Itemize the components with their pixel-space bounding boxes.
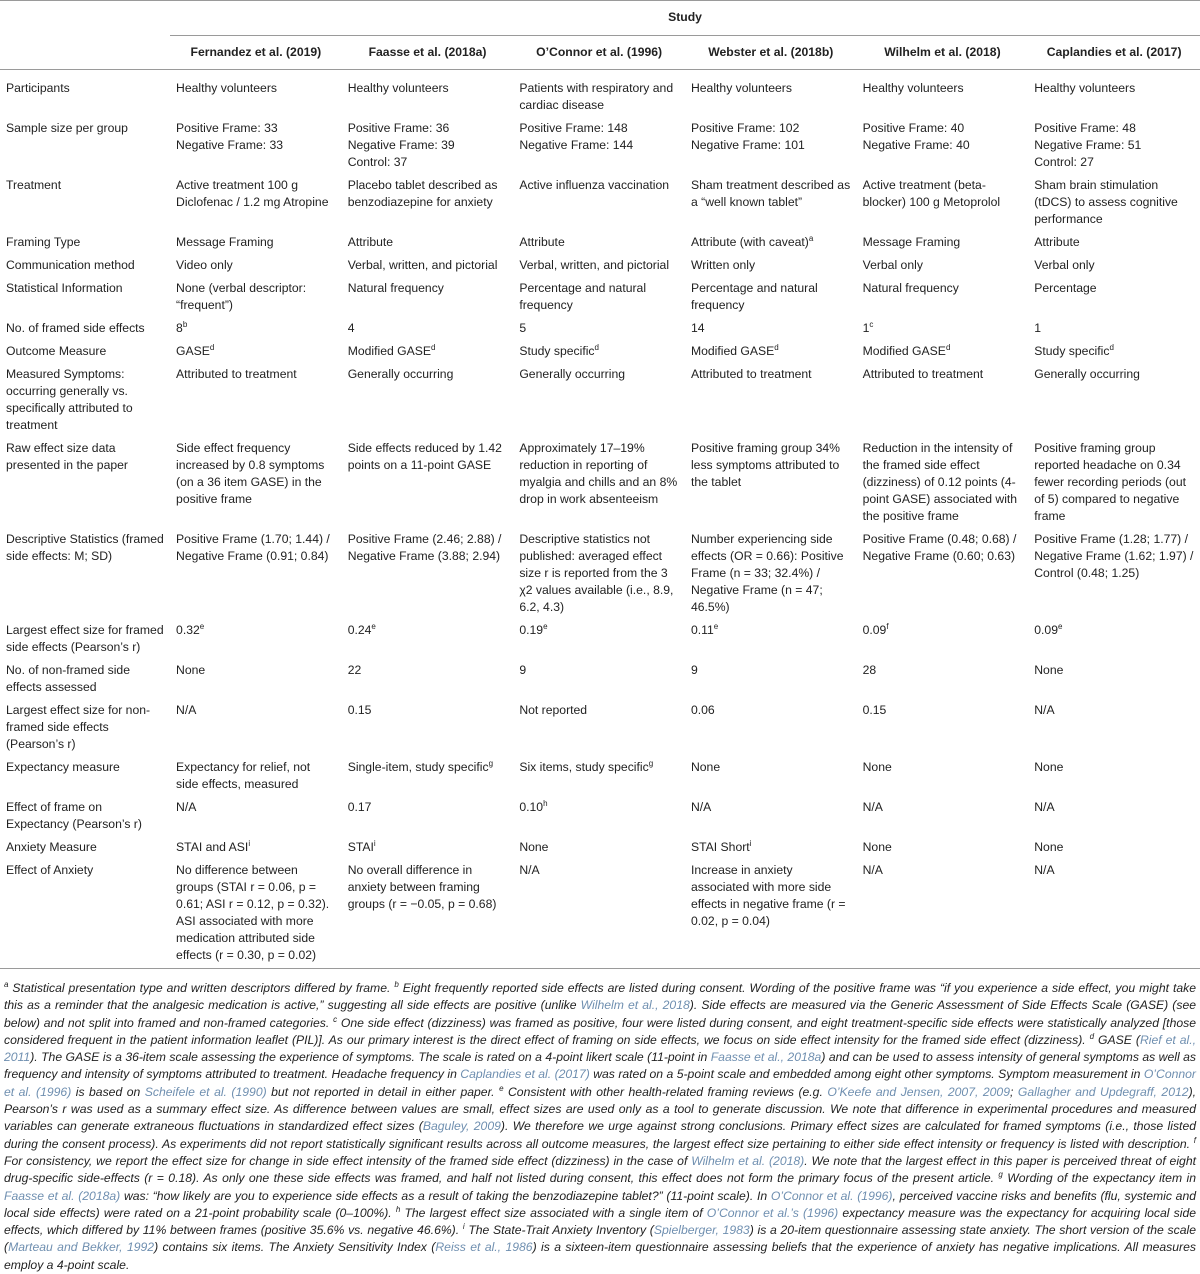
footnote-marker: c bbox=[333, 1014, 338, 1024]
citation-link[interactable]: Scheifele et al. (1990) bbox=[144, 1084, 267, 1099]
table-cell: Positive Frame: 102 Negative Frame: 101 bbox=[690, 121, 805, 152]
table-row bbox=[0, 699, 1200, 756]
table-cell: Healthy volunteers bbox=[1034, 81, 1136, 95]
table-body bbox=[0, 70, 1200, 969]
footnote-marker: h bbox=[543, 799, 548, 808]
row-label: Treatment bbox=[6, 178, 62, 192]
table-cell: None bbox=[690, 760, 721, 774]
table-cell: Attribute bbox=[519, 235, 565, 249]
footnote-marker: e bbox=[543, 622, 548, 631]
table-cell: 0.17 bbox=[347, 800, 372, 814]
table-cell: No difference between groups (STAI r = 0.06, p = 0.61; ASI r = 0.12, p = 0.32). ASI associated with more medication attributed side effects (r = 0.30, p = 0.02) bbox=[176, 863, 330, 962]
table-cell: Study specific$^d$ bbox=[519, 343, 599, 358]
table-cell: Positive Frame: 48 Negative Frame: 51 Control: 27 bbox=[1034, 121, 1142, 169]
table-cell: 8$^b$ bbox=[176, 320, 188, 335]
table-cell: Generally occurring bbox=[347, 367, 454, 381]
citation-link[interactable]: Baguley, 2009 bbox=[422, 1119, 501, 1134]
table-cell: 14 bbox=[690, 321, 705, 335]
table-cell: Positive Frame (1.28; 1.77) / Negative Frame (1.62; 1.97) / Control (0.48; 1.25) bbox=[1034, 532, 1194, 580]
table-cell: Healthy volunteers bbox=[690, 81, 792, 95]
table-cell: STAI Short$^i$ bbox=[690, 839, 752, 854]
row-label: Largest effect size for framed side effects (Pearson’s r) bbox=[6, 623, 164, 654]
table-cell: 0.15 bbox=[862, 703, 887, 717]
footnote-marker: i bbox=[749, 839, 752, 848]
table-row bbox=[0, 756, 1200, 796]
table-cell: Positive Frame: 36 Negative Frame: 39 Control: 37 bbox=[347, 121, 455, 169]
table-cell: STAI and ASI$^i$ bbox=[176, 839, 251, 854]
footnote-marker: i bbox=[373, 839, 376, 848]
citation-link[interactable]: O’Keefe and Jensen, 2007, 2009 bbox=[827, 1084, 1010, 1099]
table-cell: Not reported bbox=[519, 703, 588, 717]
table-cell: 1 bbox=[1034, 321, 1042, 335]
table-row bbox=[0, 363, 1200, 437]
footnote-marker: d bbox=[431, 343, 436, 352]
table-cell: None bbox=[519, 840, 549, 854]
column-header: Caplandies et al. (2017) bbox=[1046, 45, 1182, 59]
table-cell: Verbal only bbox=[1034, 258, 1095, 272]
table-cell: Descriptive statistics not published: averaged effect size r is reported from the 3 χ2 values available (i.e., 8.9, 6.2, 4.3) bbox=[519, 532, 674, 614]
table-cell: 0.15 bbox=[347, 703, 372, 717]
study-header-row bbox=[0, 1, 1200, 36]
footnote-marker: d bbox=[945, 343, 951, 352]
table-cell: Modified GASE$^d$ bbox=[862, 343, 951, 358]
table-row bbox=[0, 254, 1200, 277]
table-cell: Healthy volunteers bbox=[176, 81, 277, 95]
table-cell: Positive framing group reported headache on 0.34 fewer recording periods (out of 5) compared to negative frame bbox=[1034, 441, 1186, 523]
table-cell: Positive Frame: 148 Negative Frame: 144 bbox=[519, 121, 634, 152]
footnote-marker: e bbox=[199, 622, 205, 631]
table-row bbox=[0, 528, 1200, 619]
table-cell: Approximately 17–19% reduction in reporting of myalgia and chills and an 8% drop in work absenteeism bbox=[519, 441, 678, 506]
table-cell: Verbal, written, and pictorial bbox=[347, 258, 498, 272]
citation-link[interactable]: O’Connor et al. (1996) bbox=[770, 1188, 893, 1203]
table-cell: Natural frequency bbox=[347, 281, 444, 295]
footnote-marker: e bbox=[371, 622, 376, 631]
table-cell: Positive Frame: 40 Negative Frame: 40 bbox=[862, 121, 970, 152]
citation-link[interactable]: O’Connor et al.’s (1996) bbox=[706, 1205, 839, 1220]
table-cell: 9 bbox=[519, 663, 527, 677]
footnote-marker: d bbox=[1109, 343, 1114, 352]
row-label: Communication method bbox=[6, 258, 135, 272]
table-cell: Generally occurring bbox=[1034, 367, 1140, 381]
table-cell: Written only bbox=[690, 258, 756, 272]
table-cell: None (verbal descriptor: “frequent”) bbox=[176, 281, 307, 312]
row-label: No. of framed side effects bbox=[6, 321, 145, 335]
table-cell: N/A bbox=[1034, 703, 1055, 717]
table-cell: N/A bbox=[862, 800, 883, 814]
table-cell: 0.09$^f$ bbox=[862, 622, 889, 637]
table-footnote: $^a$ Statistical presentation type and written descriptors differed by frame. $^b$ Eight frequently reported side effects are listed during consent. Wording of the positive frame was “if you experience a side effect, you might take this as a reminder that the analgesic medication is active,” suggesting all side effects are positive (unlike Wilhelm et al., 2018). Side effects are measured via the Generic Assessment of Side Effects Scale (GASE) (see below) and not split into framed and non-framed categories. $^c$ One side effect (dizziness) was framed as positive, four were listed during consent, and eight treatment-specific side effects were statistically analyzed [those considered frequent in the patient information leaflet (PIL)]. As our primary interest is the direct effect of framing on side effects, we focus on side effect intensity for the framed side effect (dizziness). $^d$ GASE (Rief et al., 2011). The GASE is a 36-item scale assessing the experience of symptoms. The scale is rated on a 4-point likert scale (11-point in Faasse et al., 2018a) and can be used to assess intensity of general symptoms as well as frequency and intensity of symptoms attributed to treatment. Headache frequency in Caplandies et al. (2017) was rated on a 5-point scale and embedded among eight other symptoms. Symptom measurement in O’Connor et al. (1996) is based on Scheifele et al. (1990) but not reported in detail in either paper. $^e$ Consistent with other health-related framing reviews (e.g. O’Keefe and Jensen, 2007, 2009; Gallagher and Updegraff, 2012), Pearson’s r was used as a summary effect size. As difference between values are small, effect sizes are used only as a tool to generate discussion. We note that difference in experimental procedures and measured variables can generate extraneous fluctuations in standardized effect sizes (Baguley, 2009). We therefore we urge against strong conclusions. Primary effect sizes are calculated for framed symptoms (i.e., those listed during the consent process). As experiments did not report statistically significant results across all outcome measures, the largest effect size pertaining to either side effect intensity or frequency is listed with description. $^f$ For consistency, we report the effect size for change in side effect intensity of the framed side effect (dizziness) in the case of Wilhelm et al. (2018). We note that the largest effect in this paper is perceived threat of eight drug-specific side-effects (r = 0.18). As only one these side effects was framed, and half not listed during consent, this effect does not form the primary focus of the present article. $^g$ Wording of the expectancy item in Faasse et al. (2018a) was: “how likely are you to experience side effects as a result of taking the benzodiazepine tablet?” (11-point scale). In O’Connor et al. (1996), perceived vaccine risks and benefits (flu, systemic and local side effects) were rated on a 21-point probability scale (0–100%). $^h$ The largest effect size associated with a single item of O’Connor et al.’s (1996) expectancy measure was the expectancy for acquiring local side effects, which differed by 11% between frames (positive 35.6% vs. negative 46.6%). $^i$ The State-Trait Anxiety Inventory (Spielberger, 1983) is a 20-item questionnaire assessing state anxiety. The short version of the scale (Marteau and Bekker, 1992) contains six items. The Anxiety Sensitivity Index (Reiss et al., 1986) is a sixteen-item questionnaire assessing beliefs that the experience of anxiety has negative implications. All measures employ a 4-point scale. bbox=[4, 980, 1197, 1272]
table-cell: Healthy volunteers bbox=[347, 81, 449, 95]
table-cell: Patients with respiratory and cardiac disease bbox=[519, 81, 674, 112]
footnote-marker: c bbox=[869, 320, 874, 329]
table-cell: N/A bbox=[519, 863, 540, 877]
row-label: Participants bbox=[6, 81, 70, 95]
row-label: Largest effect size for non-framed side effects (Pearson’s r) bbox=[6, 703, 151, 751]
footnote-marker: i bbox=[462, 1222, 465, 1232]
table-cell: N/A bbox=[690, 800, 712, 814]
table-cell: Active treatment (beta-blocker) 100 g Metoprolol bbox=[862, 178, 1001, 209]
table-cell: N/A bbox=[1034, 800, 1055, 814]
table-cell: 0.11e bbox=[690, 622, 719, 637]
footnote-marker: e bbox=[1057, 622, 1063, 631]
table-cell: 0.06 bbox=[690, 703, 715, 717]
footnote-marker: h bbox=[395, 1204, 401, 1214]
table-cell: Message Framing bbox=[176, 235, 274, 249]
table-cell: Attribute (with caveat)$^a$ bbox=[690, 234, 814, 249]
row-label: Measured Symptoms: occurring generally vs. specifically attributed to treatment bbox=[6, 367, 133, 432]
table-cell: Increase in anxiety associated with more side effects in negative frame (r = 0.02, p = 0.04) bbox=[690, 863, 846, 928]
corner-cell bbox=[0, 36, 170, 70]
table-cell: Positive Frame: 33 Negative Frame: 33 bbox=[176, 121, 284, 152]
footnote-marker: i bbox=[248, 839, 251, 848]
table-row bbox=[0, 659, 1200, 699]
footnote-marker: g bbox=[648, 759, 654, 768]
citation-link[interactable]: Marteau and Bekker, 1992 bbox=[8, 1240, 155, 1255]
footnote-marker: b bbox=[394, 980, 399, 989]
table-cell: None bbox=[862, 840, 892, 854]
row-label: Anxiety Measure bbox=[6, 840, 97, 854]
table-cell: 5 bbox=[519, 321, 527, 335]
table-cell: Healthy volunteers bbox=[862, 81, 964, 95]
row-label: Outcome Measure bbox=[6, 344, 107, 358]
footnote-marker: d bbox=[594, 343, 599, 352]
table-cell: Video only bbox=[176, 258, 233, 272]
column-header: Wilhelm et al. (2018) bbox=[884, 45, 1001, 59]
table-cell: 0.24e bbox=[347, 622, 376, 637]
footnote-marker: f bbox=[886, 622, 889, 631]
table-cell: 0.10$^h$ bbox=[519, 799, 548, 814]
table-cell: Attributed to treatment bbox=[690, 367, 812, 381]
table-cell: None bbox=[1034, 663, 1064, 677]
row-label: Expectancy measure bbox=[6, 760, 120, 774]
table-row bbox=[0, 796, 1200, 836]
table-cell: Percentage and natural frequency bbox=[519, 281, 647, 312]
table-cell: Six items, study specific$^g$ bbox=[519, 759, 654, 774]
footnote-marker: e bbox=[499, 1083, 504, 1093]
row-label: No. of non-framed side effects assessed bbox=[6, 663, 130, 694]
table-cell: Attributed to treatment bbox=[862, 367, 984, 381]
row-label: Descriptive Statistics (framed side effects: M; SD) bbox=[6, 532, 164, 563]
table-cell: Positive Frame (0.48; 0.68) / Negative Frame (0.60; 0.63) bbox=[862, 532, 1017, 563]
row-label: Sample size per group bbox=[6, 121, 128, 135]
table-row bbox=[0, 340, 1200, 363]
table-cell: Natural frequency bbox=[862, 281, 959, 295]
citation-link[interactable]: Caplandies et al. (2017) bbox=[460, 1067, 590, 1082]
table-cell: N/A bbox=[862, 863, 883, 877]
table-cell: Verbal only bbox=[862, 258, 923, 272]
row-label: Effect of Anxiety bbox=[6, 863, 94, 877]
table-cell: Study specific$^d$ bbox=[1034, 343, 1114, 358]
table-cell: Expectancy for relief, not side effects, measured bbox=[176, 760, 311, 791]
table-cell: Placebo tablet described as benzodiazepine for anxiety bbox=[347, 178, 498, 209]
table-cell: N/A bbox=[1034, 863, 1055, 877]
table-cell: Attributed to treatment bbox=[176, 367, 297, 381]
footnote-marker: d bbox=[774, 343, 779, 352]
table-cell: N/A bbox=[176, 800, 197, 814]
table-cell: None bbox=[1034, 760, 1064, 774]
table-row bbox=[0, 174, 1200, 231]
column-header: Webster et al. (2018b) bbox=[708, 45, 834, 59]
table-row bbox=[0, 836, 1200, 859]
table-row bbox=[0, 277, 1200, 317]
table-cell: Side effect frequency increased by 0.8 symptoms (on a 36 item GASE) in the positive frame bbox=[176, 441, 325, 506]
table-cell: Attribute bbox=[1034, 235, 1080, 249]
footnote-marker: g bbox=[998, 1170, 1003, 1180]
citation-link[interactable]: Wilhelm et al., 2018 bbox=[580, 998, 690, 1013]
table-cell: Positive Frame (1.70; 1.44) / Negative Frame (0.91; 0.84) bbox=[176, 532, 330, 563]
table-cell: Percentage and natural frequency bbox=[690, 281, 818, 312]
table-cell: Modified GASE$^d$ bbox=[690, 343, 779, 358]
table-cell: 22 bbox=[347, 663, 362, 677]
table-cell: Message Framing bbox=[862, 235, 961, 249]
table-cell: No overall difference in anxiety between framing groups (r = −0.05, p = 0.68) bbox=[347, 863, 497, 911]
table-cell: STAI$^i$ bbox=[347, 839, 376, 854]
citation-link[interactable]: Rief et al., 2011 bbox=[4, 1032, 1196, 1065]
table-row bbox=[0, 117, 1200, 174]
citation-link[interactable]: Faasse et al. (2018a) bbox=[4, 1188, 121, 1203]
citation-link[interactable]: Wilhelm et al. (2018) bbox=[691, 1153, 805, 1168]
table-cell: Attribute bbox=[347, 235, 394, 249]
table-cell: 0.19e bbox=[519, 622, 548, 637]
column-header: O’Connor et al. (1996) bbox=[536, 45, 663, 59]
column-header: Faasse et al. (2018a) bbox=[368, 45, 487, 59]
table-cell: GASE$^d$ bbox=[176, 343, 215, 358]
table-cell: 0.32e bbox=[176, 622, 205, 637]
table-cell: Positive Frame (2.46; 2.88) / Negative Frame (3.88; 2.94) bbox=[347, 532, 502, 563]
column-header: Fernandez et al. (2019) bbox=[190, 45, 322, 59]
footnote-marker: a bbox=[4, 980, 9, 989]
study-label: Study bbox=[170, 1, 1200, 36]
table-row bbox=[0, 437, 1200, 528]
table-cell: Verbal, written, and pictorial bbox=[519, 258, 670, 272]
citation-link[interactable]: Gallagher and Updegraff, 2012 bbox=[1017, 1084, 1189, 1099]
table-cell: Active influenza vaccination bbox=[519, 178, 670, 192]
table-cell: None bbox=[176, 663, 206, 677]
footnote-marker: f bbox=[1193, 1135, 1196, 1145]
footnote-marker: b bbox=[182, 320, 188, 329]
table-cell: Sham treatment described as a “well known tablet” bbox=[690, 178, 851, 209]
citation-link[interactable]: Reiss et al., 1986 bbox=[435, 1240, 533, 1255]
footnote-marker: d bbox=[209, 343, 215, 352]
table-cell: Percentage bbox=[1034, 281, 1097, 295]
table-cell: 1$^c$ bbox=[862, 320, 874, 335]
table-cell: Reduction in the intensity of the framed side effect (dizziness) of 0.12 points (4-point GASE) associated with the positive frame bbox=[862, 441, 1018, 523]
citation-link[interactable]: Spielberger, 1983 bbox=[653, 1223, 750, 1238]
footnote-marker: a bbox=[808, 234, 814, 243]
table-cell: Sham brain stimulation (tDCS) to assess cognitive performance bbox=[1034, 178, 1178, 226]
table-cell: Number experiencing side effects (OR = 0.66): Positive Frame (n = 33; 32.4%) / Negative Frame (n = 47; 46.5%) bbox=[690, 532, 844, 614]
table-row bbox=[0, 619, 1200, 659]
row-label: Effect of frame on Expectancy (Pearson’s r) bbox=[6, 800, 142, 831]
table-cell: 28 bbox=[862, 663, 877, 677]
citation-link[interactable]: O’Connor et al. (1996) bbox=[4, 1067, 1196, 1099]
row-label: Framing Type bbox=[6, 235, 81, 249]
footnote-marker: e bbox=[713, 622, 719, 631]
table-row bbox=[0, 70, 1200, 118]
table-cell: Generally occurring bbox=[519, 367, 625, 381]
table-cell: Single-item, study specific$^g$ bbox=[347, 759, 494, 774]
table-cell: Active treatment 100 g Diclofenac / 1.2 mg Atropine bbox=[176, 178, 329, 209]
footnote-marker: g bbox=[488, 759, 494, 768]
table-row bbox=[0, 317, 1200, 340]
table-cell: 0.09e bbox=[1034, 622, 1063, 637]
table-cell: None bbox=[862, 760, 892, 774]
table-row bbox=[0, 231, 1200, 254]
row-label: Statistical Information bbox=[6, 281, 123, 295]
column-header-row bbox=[0, 36, 1200, 70]
table-cell: Modified GASE$^d$ bbox=[347, 343, 436, 358]
table-cell: Side effects reduced by 1.42 points on a 11-point GASE bbox=[347, 441, 502, 472]
table-cell: 4 bbox=[347, 321, 355, 335]
citation-link[interactable]: Faasse et al., 2018a bbox=[710, 1050, 822, 1065]
table-row bbox=[0, 859, 1200, 969]
footnote-marker: d bbox=[1089, 1031, 1095, 1041]
table-cell: None bbox=[1034, 840, 1064, 854]
table-cell: 9 bbox=[690, 663, 698, 677]
table-cell: N/A bbox=[176, 703, 197, 717]
table-cell: Positive framing group 34% less symptoms attributed to the tablet bbox=[690, 441, 841, 489]
row-label: Raw effect size data presented in the paper bbox=[6, 441, 128, 472]
corner-cell bbox=[0, 1, 170, 36]
